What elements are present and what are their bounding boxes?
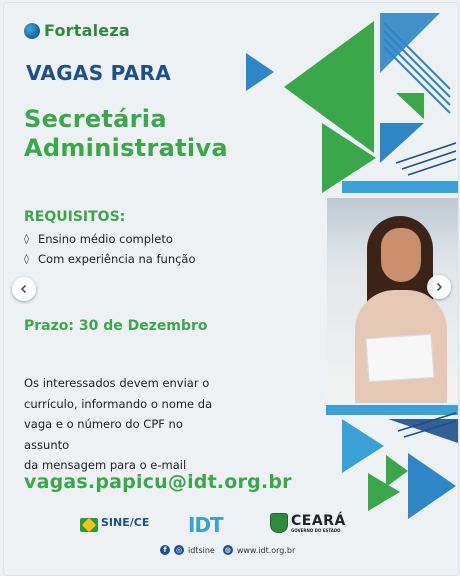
list-item [24, 249, 196, 269]
job-title [24, 105, 228, 163]
idt-mark: IDT [188, 513, 223, 537]
facebook-icon: f [160, 545, 170, 555]
sine-logo [80, 517, 149, 532]
ceara-logo [270, 513, 346, 533]
diamond-bullet-icon: ◊ [24, 233, 29, 245]
carousel-next-button[interactable] [427, 275, 451, 299]
job-title-line-2: Administrativa [24, 134, 228, 162]
chevron-left-icon [19, 284, 29, 294]
instructions-line: vaga e o número do CPF no assunto [24, 417, 183, 452]
website: www.idt.org.br [236, 545, 296, 555]
partner-logos [4, 511, 458, 541]
instructions-line: Os interessados devem enviar o [24, 376, 210, 390]
ceara-sublabel: GOVERNO DO ESTADO [291, 527, 341, 533]
brand-logo [24, 21, 130, 40]
globe-icon: ◍ [224, 546, 231, 554]
social-links [160, 545, 295, 555]
sine-label: SINE/CE [101, 516, 150, 529]
carousel-prev-button[interactable] [12, 277, 36, 301]
requirement-text: Ensino médio completo [38, 232, 173, 246]
list-item [24, 229, 196, 249]
headline: VAGAS PARA [26, 61, 172, 85]
instagram-icon: ◎ [175, 546, 183, 554]
brand-globe-icon [24, 23, 40, 39]
requirements-heading: REQUISITOS: [24, 209, 126, 225]
instructions-line: da mensagem para o e-mail [24, 458, 187, 472]
requirement-text: Com experiência na função [38, 252, 196, 266]
deadline: Prazo: 30 de Dezembro [24, 318, 208, 334]
idt-logo [188, 513, 266, 537]
job-title-line-1: Secretária [24, 105, 167, 133]
brand-name: Fortaleza [44, 21, 130, 40]
requirements-list [24, 229, 196, 269]
woman-photo [327, 198, 459, 403]
social-handle: idtsine [188, 545, 215, 555]
instructions-line: currículo, informando o nome da [24, 396, 213, 411]
ceara-seal-icon [270, 513, 288, 533]
instructions-text [24, 373, 224, 476]
job-post-image [3, 2, 459, 576]
diamond-bullet-icon: ◊ [24, 253, 29, 265]
brazil-flag-icon [80, 518, 98, 532]
chevron-right-icon [434, 282, 444, 292]
ceara-label: CEARÁ [291, 512, 346, 529]
contact-email: vagas.papicu@idt.org.br [24, 471, 292, 493]
